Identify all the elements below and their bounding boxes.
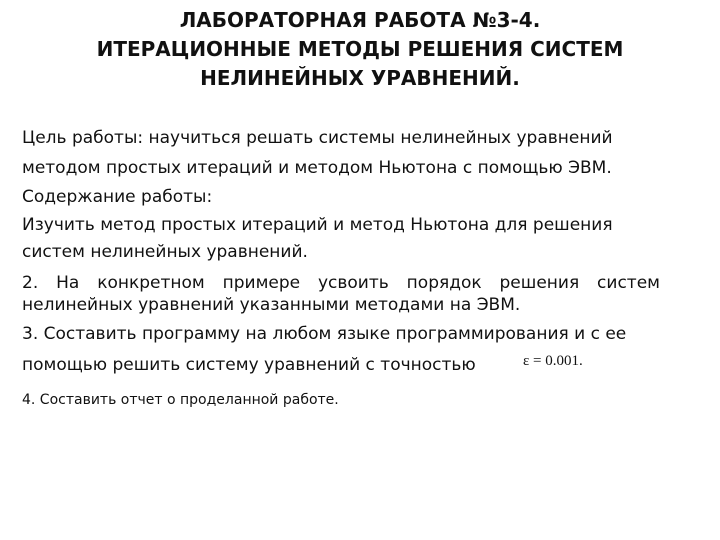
content-heading: Содержание работы: bbox=[22, 187, 213, 207]
item2-word: систем bbox=[597, 273, 660, 293]
goal-line-1: Цель работы: научиться решать системы нелинейных уравнений bbox=[22, 128, 613, 148]
document-title bbox=[40, 6, 680, 93]
item3-line-2: помощью решить систему уравнений с точностью bbox=[22, 355, 476, 375]
item1-line-1: Изучить метод простых итераций и метод Ньютона для решения bbox=[22, 215, 613, 235]
item2-word: примере bbox=[222, 273, 301, 293]
item2-word: 2. bbox=[22, 273, 39, 293]
item2-word: конкретном bbox=[97, 273, 205, 293]
item2-word: порядок bbox=[406, 273, 482, 293]
epsilon-formula: ε = 0.001. bbox=[523, 353, 583, 369]
item1-line-2: систем нелинейных уравнений. bbox=[22, 242, 308, 262]
title-line-1: ЛАБОРАТОРНАЯ РАБОТА №3-4. bbox=[179, 8, 541, 32]
item2-word: усвоить bbox=[317, 273, 389, 293]
item2-line-1 bbox=[22, 273, 660, 293]
item2-word: решения bbox=[499, 273, 580, 293]
item2-word: На bbox=[56, 273, 80, 293]
title-line-3: НЕЛИНЕЙНЫХ УРАВНЕНИЙ. bbox=[200, 66, 520, 90]
item2-line-2: нелинейных уравнений указанными методами на ЭВМ. bbox=[22, 295, 521, 315]
item3-line-1: 3. Составить программу на любом языке программирования и с ее bbox=[22, 324, 627, 344]
item4-line: 4. Составить отчет о проделанной работе. bbox=[22, 392, 339, 408]
title-line-2: ИТЕРАЦИОННЫЕ МЕТОДЫ РЕШЕНИЯ СИСТЕМ bbox=[96, 37, 624, 61]
goal-line-2: методом простых итераций и методом Ньютона с помощью ЭВМ. bbox=[22, 158, 612, 178]
